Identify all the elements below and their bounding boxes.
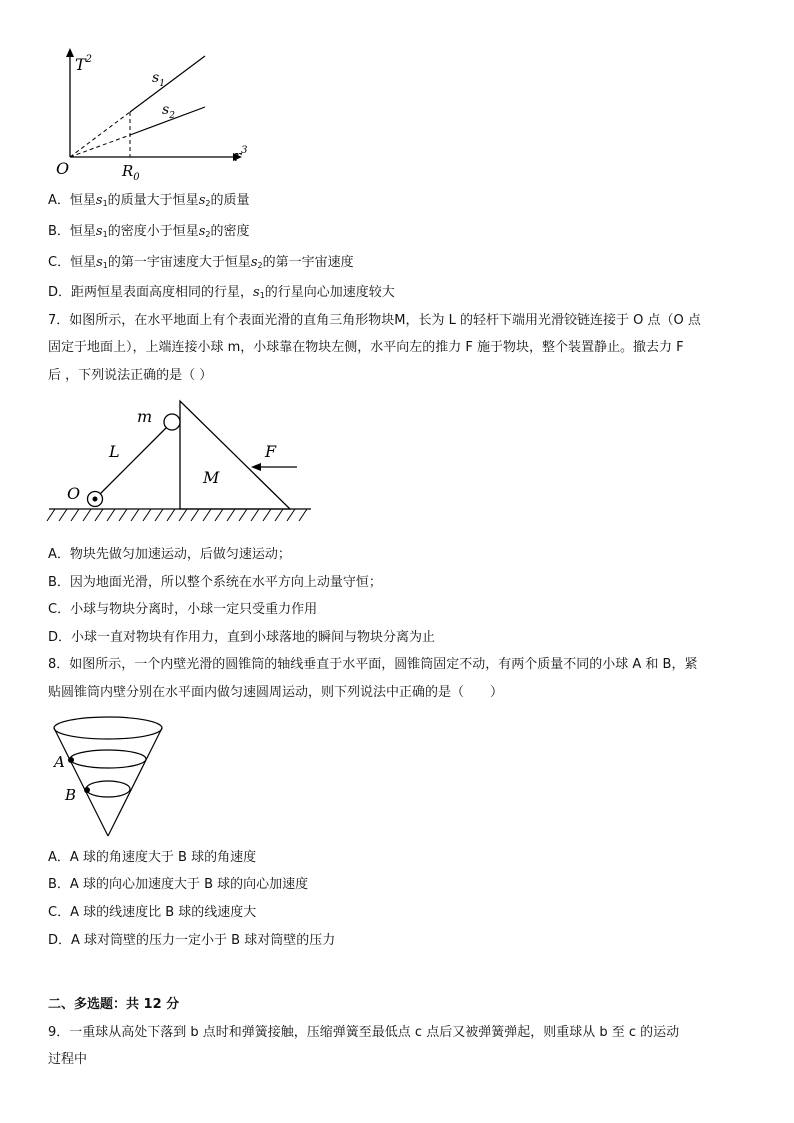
section-title: 二、多选题：共 12 分 bbox=[48, 997, 180, 1012]
label-m: m bbox=[137, 407, 153, 426]
label-ball-a: A bbox=[54, 753, 65, 771]
q9-stem-line1: 9．一重球从高处下落到 b 点时和弹簧接触，压缩弹簧至最低点 c 点后又被弹簧弹起，则重球从 b 至 c 的运动 bbox=[48, 1025, 680, 1040]
q6-option-c: C．恒星$s_1$的第一宇宙速度大于恒星$s_2$的第一宇宙速度 bbox=[48, 255, 354, 270]
q6-option-b: B．恒星$s_1$的密度小于恒星$s_2$的密度 bbox=[48, 224, 250, 239]
q6-option-a: A．恒星$s_1$的质量大于恒星$s_2$的质量 bbox=[48, 193, 250, 208]
q7-stem-line2: 固定于地面上），上端连接小球 m，小球靠在物块左侧，水平向左的推力 F 施于物块，整个装置静止。撤去力 F bbox=[48, 340, 684, 355]
s2-label: $s_2$ bbox=[162, 102, 175, 121]
s1-label: $s_1$ bbox=[152, 70, 165, 89]
y-axis-label: $T^2$ bbox=[75, 54, 93, 74]
q7-option-a: A．物块先做匀加速运动，后做匀速运动； bbox=[48, 547, 291, 562]
label-ball-b: B bbox=[65, 786, 77, 804]
label-f: F bbox=[265, 442, 277, 461]
t2-r3-graph bbox=[40, 40, 260, 185]
origin-label: O bbox=[56, 159, 70, 178]
q8-cone-figure bbox=[50, 712, 170, 842]
q7-stem-line1: 7．如图所示，在水平地面上有个表面光滑的直角三角形物块M，长为 L 的轻杆下端用光滑铰链连接于 O 点（O 点 bbox=[48, 313, 701, 328]
q7-option-d: D．小球一直对物块有作用力，直到小球落地的瞬间与物块分离为止 bbox=[48, 630, 436, 645]
q7-figure bbox=[45, 395, 320, 525]
q8-option-b: B．A 球的向心加速度大于 B 球的向心加速度 bbox=[48, 877, 309, 892]
q8-stem-line2: 贴圆锥筒内壁分别在水平面内做匀速圆周运动，则下列说法中正确的是（ ） bbox=[48, 685, 504, 700]
q8-stem-line1: 8．如图所示，一个内壁光滑的圆锥筒的轴线垂直于水平面，圆锥筒固定不动，有两个质量不同的小球 A 和 B，紧 bbox=[48, 657, 698, 672]
label-l: L bbox=[109, 442, 120, 461]
x-axis-label: $r^3$ bbox=[234, 145, 248, 165]
label-big-m: M bbox=[203, 468, 220, 487]
r0-label: $R_0$ bbox=[122, 162, 140, 183]
label-o: O bbox=[67, 484, 81, 503]
q8-option-d: D．A 球对筒壁的压力一定小于 B 球对筒壁的压力 bbox=[48, 933, 336, 948]
q6-option-d: D．距两恒星表面高度相同的行星，$s_1$的行星向心加速度较大 bbox=[48, 285, 395, 300]
q7-option-c: C．小球与物块分离时，小球一定只受重力作用 bbox=[48, 602, 318, 617]
q7-stem-line3: 后 ，下列说法正确的是（ ） bbox=[48, 368, 213, 383]
q8-option-c: C．A 球的线速度比 B 球的线速度大 bbox=[48, 905, 257, 920]
q7-option-b: B．因为地面光滑，所以整个系统在水平方向上动量守恒； bbox=[48, 575, 382, 590]
q8-option-a: A．A 球的角速度大于 B 球的角速度 bbox=[48, 850, 257, 865]
q9-stem-line2: 过程中 bbox=[48, 1052, 88, 1067]
